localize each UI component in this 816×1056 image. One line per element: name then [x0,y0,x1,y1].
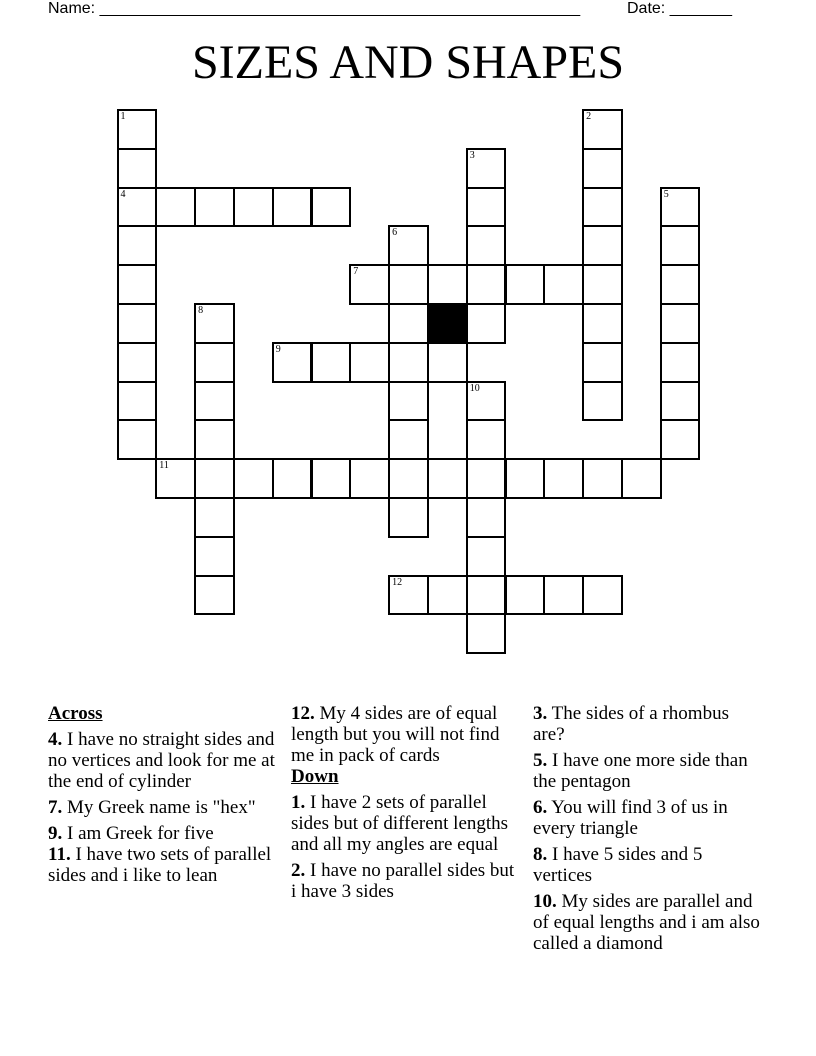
grid-cell[interactable] [194,419,235,460]
cell-number: 9 [275,343,281,355]
clue-text: I have no straight sides and no vertices and look for me at the end of cylinder [48,729,275,792]
down-heading: Down [291,766,339,787]
grid-cell[interactable] [660,419,701,460]
clue-number: 5. [533,750,548,771]
grid-cell[interactable] [582,187,623,228]
grid-cell[interactable] [543,458,584,499]
grid-cell[interactable] [117,187,158,228]
clue-down-2 [291,860,523,902]
grid-cell[interactable] [427,458,468,499]
grid-cell[interactable] [117,225,158,266]
cell-number: 8 [198,305,204,316]
clue-down-10 [533,891,765,954]
grid-cell[interactable] [388,303,429,344]
grid-cell[interactable] [466,575,507,616]
grid-cell[interactable] [660,225,701,266]
clue-text: I have 5 sides and 5 vertices [533,844,703,886]
grid-cell[interactable] [117,109,158,150]
grid-cell[interactable] [194,187,235,228]
grid-cell[interactable] [194,458,235,499]
grid-cell[interactable] [194,303,235,344]
grid-cell[interactable] [660,264,701,305]
clue-text: You will find 3 of us in every triangle [533,797,728,839]
grid-cell[interactable] [194,342,235,383]
clue-across-7 [48,797,280,818]
clue-number: 1. [291,792,306,813]
grid-cell[interactable] [349,458,390,499]
grid-cell[interactable] [388,458,429,499]
grid-cell[interactable] [427,264,468,305]
cell-number: 11 [159,460,169,472]
grid-cell[interactable] [272,187,313,228]
cell-number: 2 [586,111,592,122]
clue-number: 9. [48,823,63,844]
grid-cell[interactable] [272,458,313,499]
grid-cell[interactable] [233,458,274,499]
grid-cell[interactable] [505,264,546,305]
page-title: SIZES AND SHAPES [191,36,625,89]
grid-cell[interactable] [582,303,623,344]
grid-cell[interactable] [660,303,701,344]
clue-across-9 [48,823,280,844]
clue-text: I have no parallel sides but i have 3 sides [291,860,515,902]
date-field-label: Date: _______ [627,0,732,17]
grid-cell[interactable] [388,342,429,383]
grid-cell[interactable] [194,381,235,422]
grid-cell[interactable] [621,458,662,499]
cell-number: 6 [392,227,398,239]
clue-across-11 [48,844,280,886]
grid-cell[interactable] [466,303,507,344]
grid-cell[interactable] [311,458,352,499]
grid-cell[interactable] [505,458,546,499]
cell-number: 1 [120,111,126,122]
clue-text: My sides are parallel and of equal lengths and i am also called a diamond [533,891,760,954]
clue-number: 11. [48,844,71,865]
clue-text: My Greek name is "hex" [67,797,256,818]
grid-cell[interactable] [582,342,623,383]
grid-cell[interactable] [388,575,429,616]
clue-across-12 [291,703,523,766]
clue-number: 10. [533,891,557,912]
grid-cell[interactable] [194,575,235,616]
grid-cell[interactable] [194,536,235,577]
clue-text: I have 2 sets of parallel sides but of different lengths and all my angles are equal [291,792,509,855]
clue-down-6 [533,797,765,839]
grid-cell[interactable] [466,536,507,577]
grid-cell[interactable] [582,148,623,189]
grid-cell[interactable] [311,342,352,383]
grid-cell[interactable] [349,264,390,305]
cell-number: 5 [663,188,669,200]
clue-number: 7. [48,797,63,818]
grid-cell[interactable] [388,497,429,538]
grid-cell[interactable] [349,342,390,383]
grid-cell[interactable] [466,613,507,654]
grid-cell[interactable] [117,303,158,344]
grid-cell[interactable] [117,264,158,305]
grid-cell[interactable] [660,187,701,228]
clue-down-1 [291,792,523,855]
grid-cell[interactable] [466,187,507,228]
clue-text: My 4 sides are of equal length but you will not find me in pack of cards [291,703,500,766]
grid-cell[interactable] [505,575,546,616]
clue-down-3 [533,703,765,745]
clue-column-1 [48,703,280,891]
grid-cell[interactable] [582,381,623,422]
grid-cell[interactable] [466,148,507,189]
grid-cell[interactable] [311,187,352,228]
grid-cell[interactable] [117,148,158,189]
grid-cell[interactable] [272,342,313,383]
clue-text: I am Greek for five [67,823,214,844]
grid-cell[interactable] [582,264,623,305]
clue-number: 6. [533,797,548,818]
grid-cell[interactable] [427,342,468,383]
clue-number: 4. [48,729,63,750]
grid-cell[interactable] [660,381,701,422]
grid-cell[interactable] [117,381,158,422]
grid-cell[interactable] [388,264,429,305]
cell-number: 7 [353,266,359,278]
name-field-label: Name: ______________________________________________________ [48,0,581,17]
black-cell [427,303,468,344]
grid-cell[interactable] [233,187,274,228]
grid-cell[interactable] [117,342,158,383]
clue-number: 12. [291,703,315,724]
cell-number: 3 [469,149,475,161]
clue-column-2 [291,703,523,907]
across-heading: Across [48,703,103,724]
clue-text: The sides of a rhombus are? [533,703,729,745]
grid-cell[interactable] [466,381,507,422]
grid-cell[interactable] [466,497,507,538]
grid-cell[interactable] [466,419,507,460]
grid-cell[interactable] [155,458,196,499]
grid-cell[interactable] [582,458,623,499]
grid-cell[interactable] [388,225,429,266]
grid-cell[interactable] [388,381,429,422]
clue-column-3 [533,703,765,959]
grid-cell[interactable] [117,419,158,460]
grid-cell[interactable] [466,264,507,305]
grid-cell[interactable] [582,225,623,266]
grid-cell[interactable] [388,419,429,460]
clue-across-4 [48,729,280,792]
grid-cell[interactable] [582,575,623,616]
clue-down-5 [533,750,765,792]
grid-cell[interactable] [543,264,584,305]
grid-cell[interactable] [427,575,468,616]
grid-cell[interactable] [466,225,507,266]
grid-cell[interactable] [660,342,701,383]
clue-number: 2. [291,860,306,881]
grid-cell[interactable] [466,458,507,499]
clue-text: I have two sets of parallel sides and i like to lean [48,844,272,886]
clue-text: I have one more side than the pentagon [533,750,748,792]
cell-number: 4 [120,188,126,200]
clue-down-8 [533,844,765,886]
cell-number: 12 [392,576,403,588]
grid-cell[interactable] [543,575,584,616]
clue-number: 8. [533,844,548,865]
grid-cell[interactable] [155,187,196,228]
cell-number: 10 [469,382,480,394]
grid-cell[interactable] [194,497,235,538]
clue-number: 3. [533,703,548,724]
grid-cell[interactable] [582,109,623,150]
